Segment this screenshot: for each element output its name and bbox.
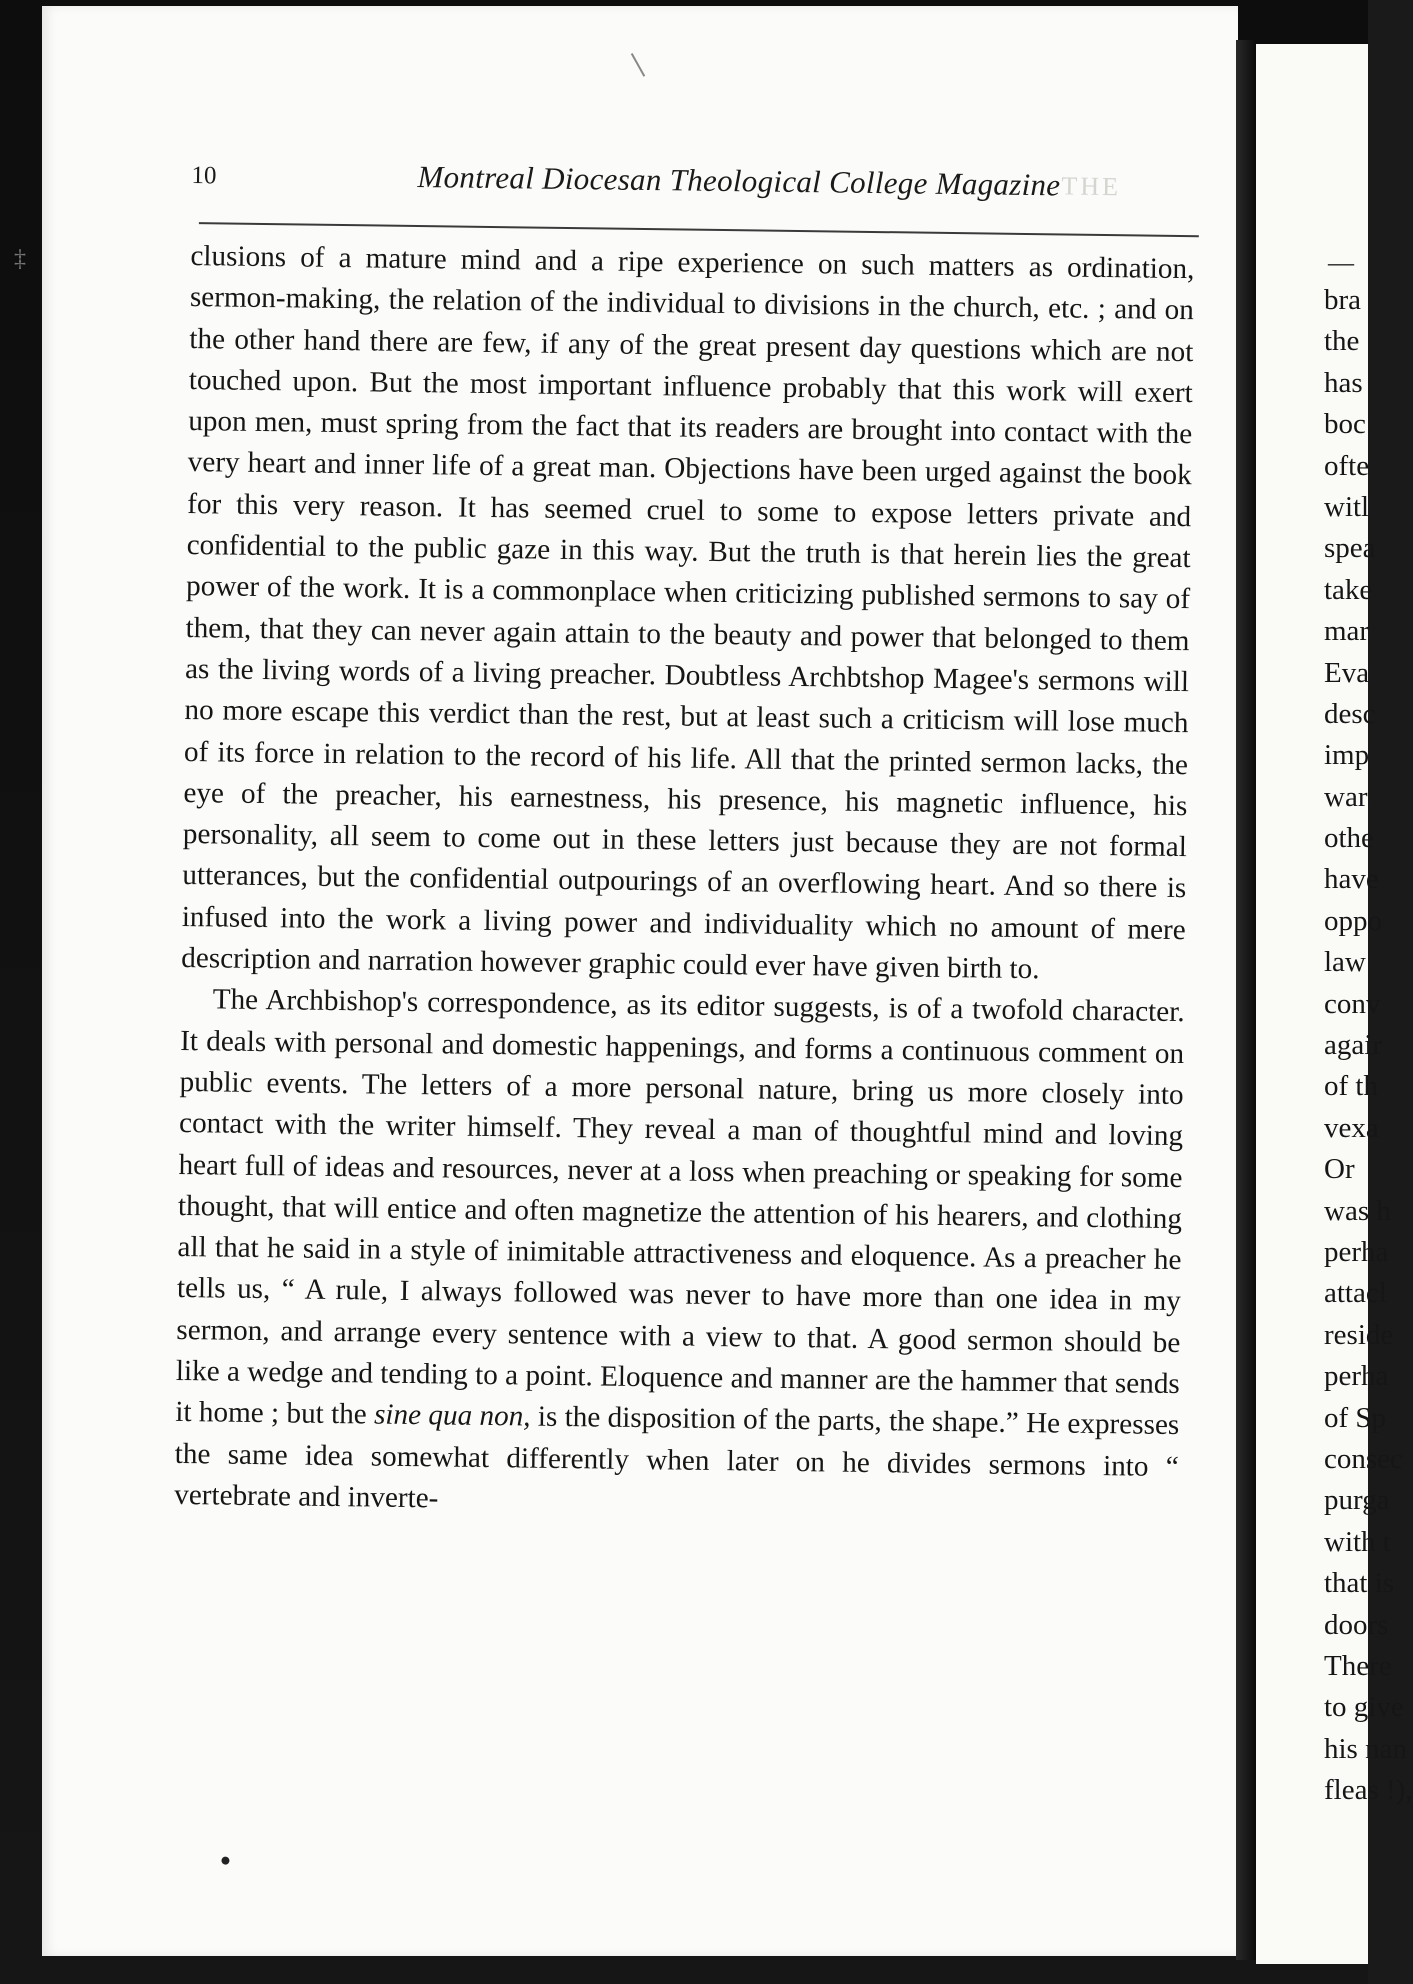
left-page	[42, 6, 1238, 1956]
facing-page-line: attacl	[1324, 1277, 1387, 1310]
facing-page-line: take	[1324, 573, 1373, 606]
facing-page-line: vexa	[1324, 1111, 1379, 1144]
running-head	[191, 156, 1192, 219]
margin-mark-icon: ‡	[14, 246, 26, 272]
running-title: Montreal Diocesan Theological College Magazine	[417, 159, 1061, 203]
paragraph-2-text-a: The Archbishop's correspondence, as its editor suggests, is of a twofold character. It deals with personal and domestic happenings, and forms a continuous comment on public events. The letters of a more personal nature, bring us more closely into contact with the writer himself. They reveal a man of thoughtful mind and loving heart full of ideas and resources, never at a loss when preaching or speaking for some thought, that will entice and often magnetize the attention of his hearers, and clothing all that he said in a style of inimitable attractiveness and eloquence. As a preacher he tells us, “ A rule, I always followed was never to have more than one idea in my sermon, and arrange every sentence with a view to that. A good sermon should be like a wedge and tending to a point. Eloquence and manner are the hammer that sends it home ; but the	[175, 983, 1185, 1431]
left-page-content	[28, 0, 1249, 1964]
facing-page-line: was h	[1324, 1194, 1391, 1227]
facing-page-line: fleas !),	[1324, 1774, 1413, 1807]
facing-page-line: the	[1324, 325, 1360, 358]
facing-page-line: spea	[1324, 532, 1376, 565]
paragraph-1: clusions of a mature mind and a ripe experience on such matters as ordination, sermon-making, the relation of the individual to divisions in the church, etc. ; and on the other hand there are few, if any of the great present day questions which are not touched upon. But the most important influence probably that this work will exert upon men, must spring from the fact that its readers are brought into contact with the very heart and inner life of a great man. Objections have been urged against the book for this very reason. It has seemed cruel to some to expose letters private and confidential to the public gaze in this way. But the truth is that herein lies the great power of the work. It is a commonplace when criticizing published sermons to say of them, that they can never again attain to the beauty and power that belonged to them as the living words of a living preacher. Doubtless Archbtshop Magee's sermons will no more escape this verdict than the rest, but at least such a criticism will lose much of its force in relation to the record of his life. All that the printed sermon lacks, the eye of the preacher, his earnestness, his presence, his magnetic influence, his personality, all seem to come out in these letters just because they are not formal utterances, but the confidential outpourings of an overflowing heart. And so there is infused into the work a living power and individuality which no amount of mere description and narration however graphic could ever have given birth to.	[181, 240, 1195, 986]
facing-page-line: of th	[1324, 1070, 1378, 1103]
facing-page-line: has	[1324, 366, 1363, 399]
facing-page-line: of Sp	[1324, 1401, 1387, 1434]
pencil-tick-mark	[631, 53, 645, 77]
facing-page-line: have	[1324, 863, 1379, 896]
facing-page-line: Or	[1324, 1153, 1355, 1186]
facing-page-line: war	[1324, 780, 1368, 813]
book-spine-shadow	[1236, 40, 1256, 1960]
facing-page-line: desc	[1324, 697, 1376, 730]
facing-page-line: oppo	[1324, 904, 1382, 937]
facing-page-line: mar	[1324, 615, 1370, 648]
header-rule	[199, 222, 1199, 237]
facing-page-line: to give	[1324, 1691, 1404, 1724]
facing-page-line: Eva	[1324, 656, 1370, 689]
facing-page-line: boc	[1324, 408, 1366, 441]
facing-page-line: conv	[1324, 987, 1381, 1020]
facing-page-line: purga	[1324, 1484, 1390, 1517]
facing-page-lines	[1324, 280, 1413, 1811]
facing-page	[1256, 44, 1413, 1964]
facing-page-line: witl	[1324, 490, 1370, 523]
facing-page-line: consec	[1324, 1442, 1403, 1475]
paragraph-2-text-b: is the disposition of the parts, the shape.” He expresses the same idea somewhat differently when later on he divides sermons into “ vertebrate and inverte-	[174, 1400, 1180, 1515]
facing-page-line: that is	[1324, 1567, 1395, 1600]
facing-page-line: with t	[1324, 1525, 1391, 1558]
facing-page-line: law	[1324, 946, 1366, 979]
facing-page-dash: —	[1328, 248, 1354, 277]
facing-page-line: bra	[1324, 284, 1362, 316]
facing-page-line: perha	[1324, 1235, 1389, 1268]
facing-page-line: ofte	[1324, 449, 1370, 482]
ink-dot-mark	[221, 1857, 229, 1865]
paragraph-2	[174, 979, 1185, 1529]
bleed-through-text: THE	[1061, 171, 1122, 202]
body-text	[174, 236, 1195, 1529]
page-number: 10	[191, 162, 217, 190]
facing-page-line: perha	[1324, 1360, 1389, 1393]
facing-page-line: imp	[1324, 739, 1370, 772]
latin-phrase: sine qua non,	[373, 1398, 531, 1433]
facing-page-line: doors	[1324, 1608, 1389, 1641]
facing-page-line: There	[1324, 1649, 1392, 1682]
facing-page-line: agair	[1324, 1029, 1382, 1062]
facing-page-line: reside	[1324, 1318, 1394, 1351]
facing-page-line: othe	[1324, 822, 1374, 855]
facing-page-line: his nan	[1324, 1732, 1407, 1765]
